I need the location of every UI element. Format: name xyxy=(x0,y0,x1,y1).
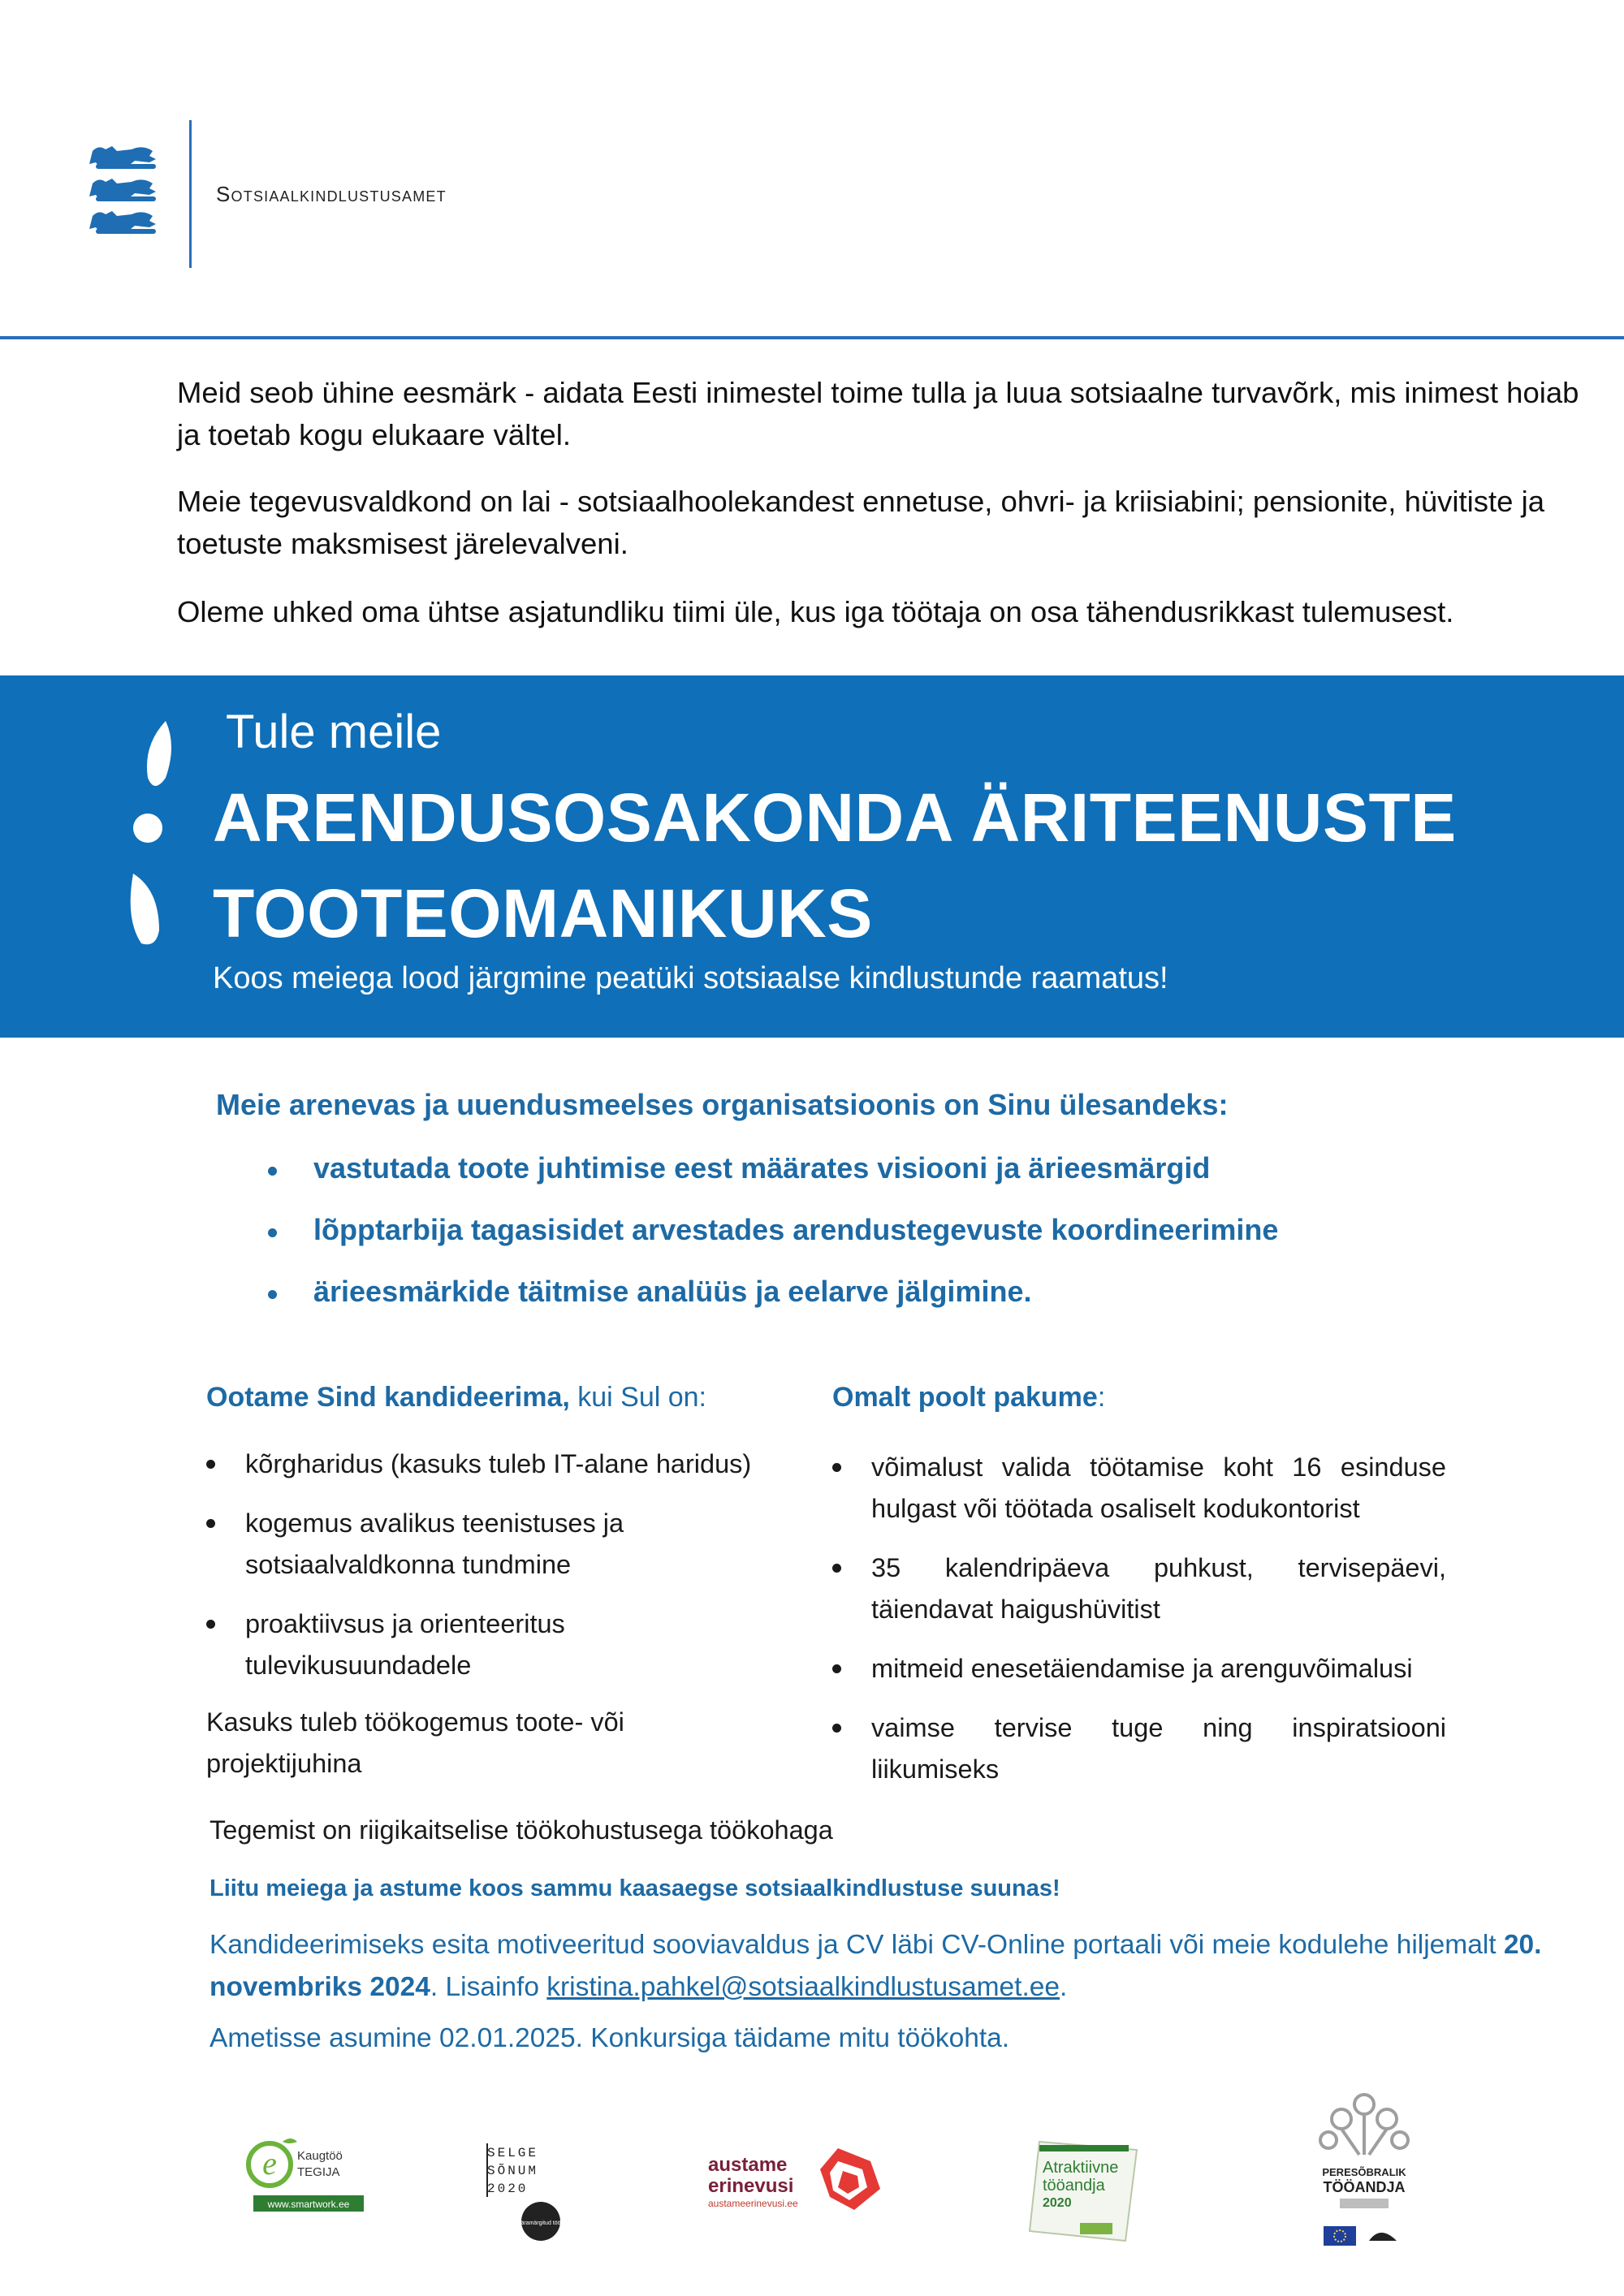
requirement-item: kõrgharidus (kasuks tuleb IT-alane haridus) xyxy=(206,1444,791,1485)
job-title-line-1: ARENDUSOSAKONDA ÄRITEENUSTE xyxy=(213,779,1457,856)
austame-url: austameerinevusi.ee xyxy=(708,2198,798,2209)
requirements-heading-bold: Ootame Sind kandideerima, xyxy=(206,1382,570,1413)
smartwork-line2: TEGIJA xyxy=(297,2165,340,2179)
austame-line1: austame xyxy=(708,2154,788,2176)
selge-line1: SELGE xyxy=(487,2146,539,2160)
svg-text:e: e xyxy=(262,2145,277,2182)
contact-email-link[interactable]: kristina.pahkel@sotsiaalkindlustusamet.ee xyxy=(546,1972,1060,2002)
peresobralik-tooandja-logo xyxy=(1315,2087,1413,2249)
atraktiivne-line1: Atraktiivne xyxy=(1043,2159,1119,2177)
banner-pre-title: Tule meile xyxy=(226,706,442,758)
selge-badge: äramärgitud töö xyxy=(520,2220,561,2226)
task-item: ärieesmärkide täitmise analüüs ja eelarve jälgimine. xyxy=(268,1275,1278,1336)
atraktiivne-line3: 2020 xyxy=(1043,2196,1072,2210)
organization-name: Sotsiaalkindlustusamet xyxy=(216,182,447,206)
estonian-crest-icon xyxy=(89,145,167,245)
atraktiivne-line2: tööandja xyxy=(1043,2177,1105,2195)
exclamation-bottom-icon xyxy=(130,874,162,948)
requirements-heading-rest: kui Sul on: xyxy=(569,1382,707,1413)
requirements-extra: Kasuks tuleb töökogemus toote- või projektijuhina xyxy=(206,1707,624,1778)
intro-paragraph-2: Meie tegevusvaldkond on lai - sotsiaalhoolekandest ennetuse, ohvri- ja kriisiabini; pensionite, hüvitiste ja toetuste maksmisest järelevalveni. xyxy=(177,485,1545,560)
offer-item: võimalust valida töötamise koht 16 esinduse hulgast või töötada osaliselt kodukontorist xyxy=(832,1447,1446,1530)
intro-paragraph-1: Meid seob ühine eesmärk - aidata Eesti inimestel toime tulla ja luua sotsiaalne turvavõrk, mis inimest hoiab ja toetab kogu elukaare vältel. xyxy=(177,376,1579,451)
join-call: Liitu meiega ja astume koos sammu kaasaegse sotsiaalkindlustuse suunas! xyxy=(209,1875,1060,1901)
austame-erinevusi-logo xyxy=(708,2143,885,2216)
requirements-list xyxy=(206,1444,791,1704)
job-title xyxy=(213,770,1593,961)
requirement-item: proaktiivsus ja orienteeritus tulevikusuundadele xyxy=(206,1603,791,1686)
offer-item: 35 kalendripäeva puhkust, tervisepäevi, täiendavat haigushüvitist xyxy=(832,1547,1446,1630)
task-item: vastutada toote juhtimise eest määrates visiooni ja ärieesmärgid xyxy=(268,1151,1278,1213)
offer-heading-colon: : xyxy=(1097,1382,1106,1413)
application-instructions xyxy=(209,1924,1590,2009)
offer-heading-bold: Omalt poolt pakume xyxy=(832,1382,1098,1413)
banner-tagline: Koos meiega lood järgmine peatüki sotsiaalse kindlustunde raamatus! xyxy=(213,961,1168,995)
application-text-3: . xyxy=(1060,1972,1068,2002)
selge-line2: SÕNUM xyxy=(487,2164,539,2178)
pere-line1: PERESÕBRALIK xyxy=(1322,2166,1406,2178)
duty-note: Tegemist on riigikaitselise töökohustusega töökohaga xyxy=(209,1815,833,1845)
offer-list xyxy=(832,1447,1446,1808)
pere-line2: TÖÖANDJA xyxy=(1323,2179,1406,2195)
selge-line3: 2020 xyxy=(487,2182,529,2196)
smartwork-line1: Kaugtöö xyxy=(297,2149,343,2163)
requirements-heading xyxy=(206,1382,706,1413)
application-deadline: 20. novembriks 2024 xyxy=(209,1930,1542,2002)
smartwork-url: www.smartwork.ee xyxy=(267,2199,350,2210)
application-text-2: . Lisainfo xyxy=(430,1972,547,2002)
header-divider xyxy=(189,120,192,268)
application-text-1: Kandideerimiseks esita motiveeritud sooviavaldus ja CV läbi CV-Online portaali või meie kodulehe hiljemalt xyxy=(209,1930,1504,1960)
intro-paragraph-3: Oleme uhked oma ühtse asjatundliku tiimi üle, kus iga töötaja on osa tähendusrikkast tulemusest. xyxy=(177,595,1454,628)
requirement-item: kogemus avalikus teenistuses ja sotsiaalvaldkonna tundmine xyxy=(206,1503,791,1586)
atraktiivne-tooandja-logo xyxy=(1023,2127,1145,2249)
header-rule xyxy=(0,336,1624,339)
tasks-intro: Meie arenevas ja uuendusmeelses organisatsioonis on Sinu ülesandeks: xyxy=(216,1088,1229,1121)
smartwork-logo xyxy=(240,2134,370,2218)
start-date-note: Ametisse asumine 02.01.2025. Konkursiga täidame mitu töökohta. xyxy=(209,2023,1010,2053)
austame-line2: erinevusi xyxy=(708,2175,794,2197)
offer-item: mitmeid enesetäiendamise ja arenguvõimalusi xyxy=(832,1648,1446,1690)
offer-heading xyxy=(832,1382,1105,1413)
exclamation-top-icon xyxy=(130,721,175,843)
task-item: lõpptarbija tagasisidet arvestades arendustegevuste koordineerimine xyxy=(268,1213,1278,1275)
selge-sonum-logo xyxy=(484,2140,568,2244)
offer-item: vaimse tervise tuge ning inspiratsiooni liikumiseks xyxy=(832,1707,1446,1790)
job-title-line-2: TOOTEOMANIKUKS xyxy=(213,875,873,952)
tasks-list xyxy=(268,1151,1278,1336)
